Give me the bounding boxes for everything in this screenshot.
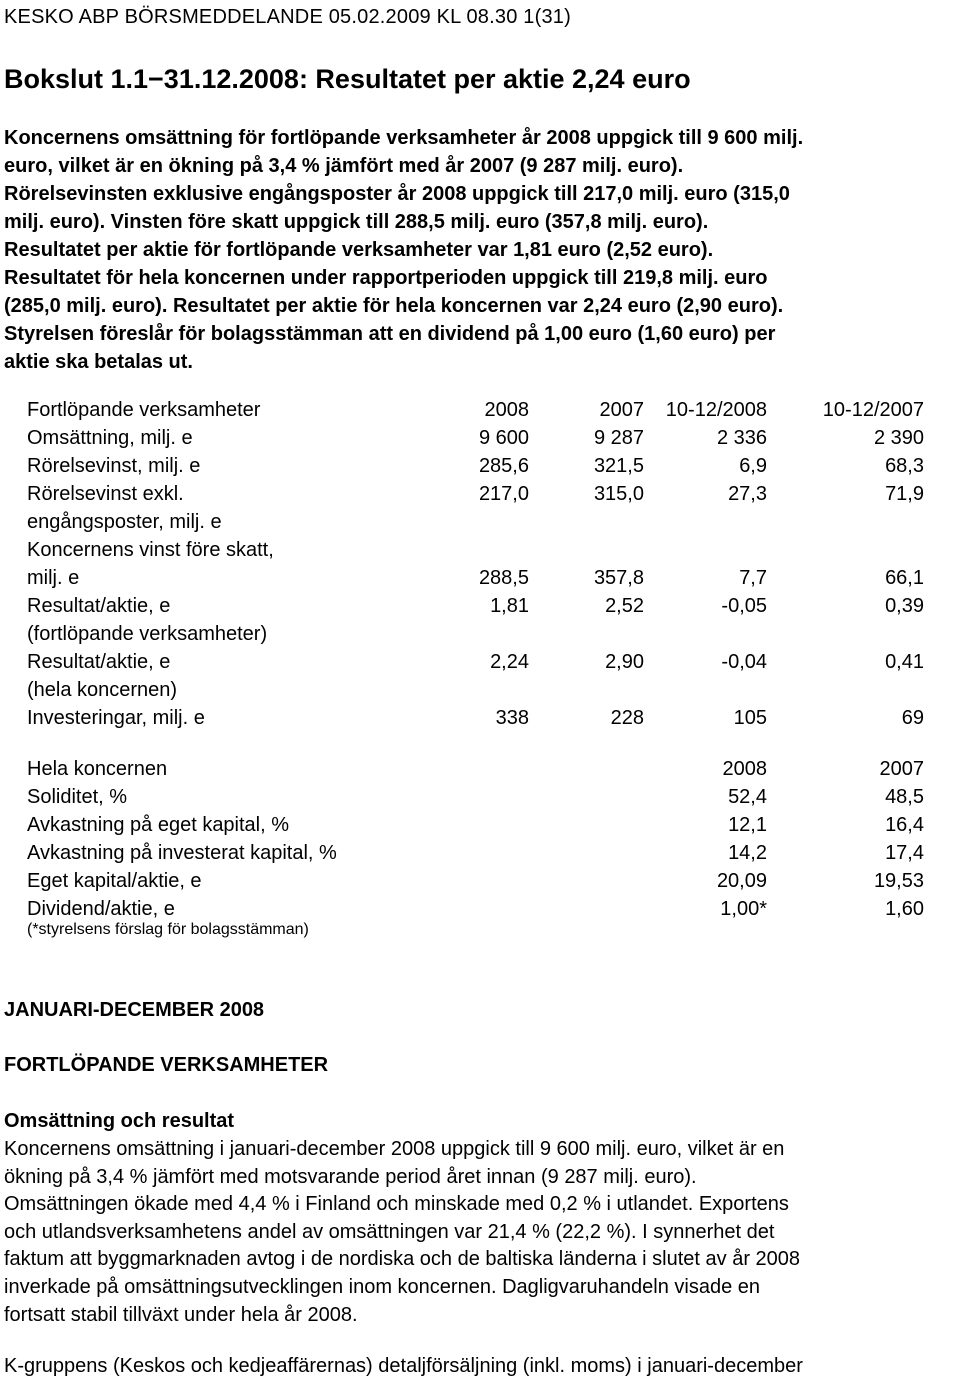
row-label: Koncernens vinst före skatt, <box>27 539 274 561</box>
row-label: Dividend/aktie, e <box>27 898 175 920</box>
row-label-line: Resultat/aktie, e <box>27 595 171 617</box>
row-label: Omsättning, milj. e <box>27 427 193 449</box>
dividend-footnote: (*styrelsens förslag för bolagsstämman) <box>27 921 309 938</box>
cell: 9 600 <box>478 427 529 449</box>
row-label-line: (hela koncernen) <box>27 679 178 701</box>
cell: 321,5 <box>593 455 644 477</box>
row-label-line: engångsposter, milj. e <box>27 511 222 533</box>
cell: 217,0 <box>478 483 529 505</box>
row-label-line: Resultat/aktie, e <box>27 651 171 673</box>
intro-line: Resultatet per aktie för fortlöpande verksamheter var 1,81 euro (2,52 euro). <box>4 239 714 261</box>
cell: 14,2 <box>728 842 767 864</box>
row-label-line: Rörelsevinst exkl. <box>27 483 184 505</box>
row-label-line: (fortlöpande verksamheter) <box>27 623 268 645</box>
cell: 27,3 <box>728 483 767 505</box>
cell: 2,90 <box>605 651 644 673</box>
body-line: Omsättningen ökade med 4,4 % i Finland och minskade med 0,2 % i utlandet. Exportens <box>4 1193 789 1216</box>
column-header: 2007 <box>879 758 924 780</box>
body-line: fortsatt stabil tillväxt under hela år 2008. <box>4 1303 358 1326</box>
cell: 228 <box>610 707 644 729</box>
cell: 2,24 <box>490 651 529 673</box>
intro-line: (285,0 milj. euro). Resultatet per aktie för hela koncernen var 2,24 euro (2,90 euro). <box>4 295 784 317</box>
cell: 20,09 <box>716 870 767 892</box>
intro-summary <box>4 124 944 376</box>
cell: 288,5 <box>478 567 529 589</box>
row-label <box>27 648 177 704</box>
cell: 66,1 <box>885 567 924 589</box>
cell: 2 336 <box>716 427 767 449</box>
cell: 17,4 <box>885 842 924 864</box>
cell: 2 390 <box>873 427 924 449</box>
cell: -0,05 <box>721 595 767 617</box>
cell: 105 <box>733 707 767 729</box>
cell: 71,9 <box>885 483 924 505</box>
cell: 68,3 <box>885 455 924 477</box>
section-heading: FORTLÖPANDE VERKSAMHETER <box>4 1054 329 1076</box>
column-header: 10-12/2008 <box>665 399 767 421</box>
intro-line: Koncernens omsättning för fortlöpande verksamheter år 2008 uppgick till 9 600 milj. <box>4 127 804 149</box>
body-line: Koncernens omsättning i januari-december 2008 uppgick till 9 600 milj. euro, vilket är en <box>4 1138 785 1160</box>
table-header-label: Hela koncernen <box>27 758 168 780</box>
intro-line: Styrelsen föreslår för bolagsstämman att en dividend på 1,00 euro (1,60 euro) per <box>4 323 776 345</box>
column-header: 2007 <box>599 399 644 421</box>
cell: 16,4 <box>885 814 924 836</box>
intro-line: Resultatet för hela koncernen under rapportperioden uppgick till 219,8 milj. euro <box>4 267 768 289</box>
cell: 1,00* <box>720 898 767 920</box>
body-line: faktum att byggmarknaden avtog i de nordiska och de baltiska länderna i slutet av år 2008 <box>4 1248 801 1271</box>
body-line: ökning på 3,4 % jämfört med motsvarande period året innan (9 287 milj. euro). <box>4 1165 697 1188</box>
row-label: Avkastning på investerat kapital, % <box>27 842 337 864</box>
cell: 69 <box>901 707 924 729</box>
row-label: Rörelsevinst, milj. e <box>27 455 201 477</box>
cell: 2,52 <box>605 595 644 617</box>
cell: 52,4 <box>728 786 767 808</box>
section-heading: JANUARI-DECEMBER 2008 <box>4 999 265 1021</box>
row-label: milj. e <box>27 567 80 589</box>
intro-line: Rörelsevinsten exklusive engångsposter år 2008 uppgick till 217,0 milj. euro (315,0 <box>4 183 790 205</box>
column-header: 10-12/2007 <box>822 399 924 421</box>
cell: 48,5 <box>885 786 924 808</box>
body-line: K-gruppens (Keskos och kedjeaffärernas) detaljförsäljning (inkl. moms) i januari-december <box>4 1355 803 1377</box>
row-label: Avkastning på eget kapital, % <box>27 814 290 836</box>
cell: 0,39 <box>885 595 924 617</box>
cell: 7,7 <box>739 567 767 589</box>
page-title: Bokslut 1.1−31.12.2008: Resultatet per aktie 2,24 euro <box>4 64 691 94</box>
intro-line: aktie ska betalas ut. <box>4 351 193 373</box>
cell: 1,81 <box>490 595 529 617</box>
column-header: 2008 <box>722 758 767 780</box>
row-label: Eget kapital/aktie, e <box>27 870 202 892</box>
body-line: och utlandsverksamhetens andel av omsättningen var 21,4 % (22,2 %). I synnerhet det <box>4 1220 775 1243</box>
intro-line: milj. euro). Vinsten före skatt uppgick till 288,5 milj. euro (357,8 milj. euro). <box>4 211 709 233</box>
body-line: inverkade på omsättningsutvecklingen inom koncernen. Dagligvaruhandeln visade en <box>4 1275 761 1298</box>
cell: 338 <box>495 707 529 729</box>
row-label: Investeringar, milj. e <box>27 707 205 729</box>
column-header: 2008 <box>484 399 529 421</box>
cell: 315,0 <box>593 483 644 505</box>
row-label <box>27 592 267 648</box>
row-label: Soliditet, % <box>27 786 128 808</box>
cell: 19,53 <box>873 870 924 892</box>
body-paragraph <box>4 1136 954 1329</box>
release-header: KESKO ABP BÖRSMEDDELANDE 05.02.2009 KL 08.30 1(31) <box>4 6 571 28</box>
cell: 0,41 <box>885 651 924 673</box>
subsection-heading: Omsättning och resultat <box>4 1110 235 1132</box>
row-label <box>27 480 222 536</box>
table-header-label: Fortlöpande verksamheter <box>27 399 261 421</box>
cell: 357,8 <box>593 567 644 589</box>
cell: 6,9 <box>739 455 767 477</box>
cell: 285,6 <box>478 455 529 477</box>
cell: -0,04 <box>721 651 767 673</box>
cell: 12,1 <box>728 814 767 836</box>
cell: 1,60 <box>885 898 924 920</box>
intro-line: euro, vilket är en ökning på 3,4 % jämfört med år 2007 (9 287 milj. euro). <box>4 155 684 177</box>
cell: 9 287 <box>593 427 644 449</box>
